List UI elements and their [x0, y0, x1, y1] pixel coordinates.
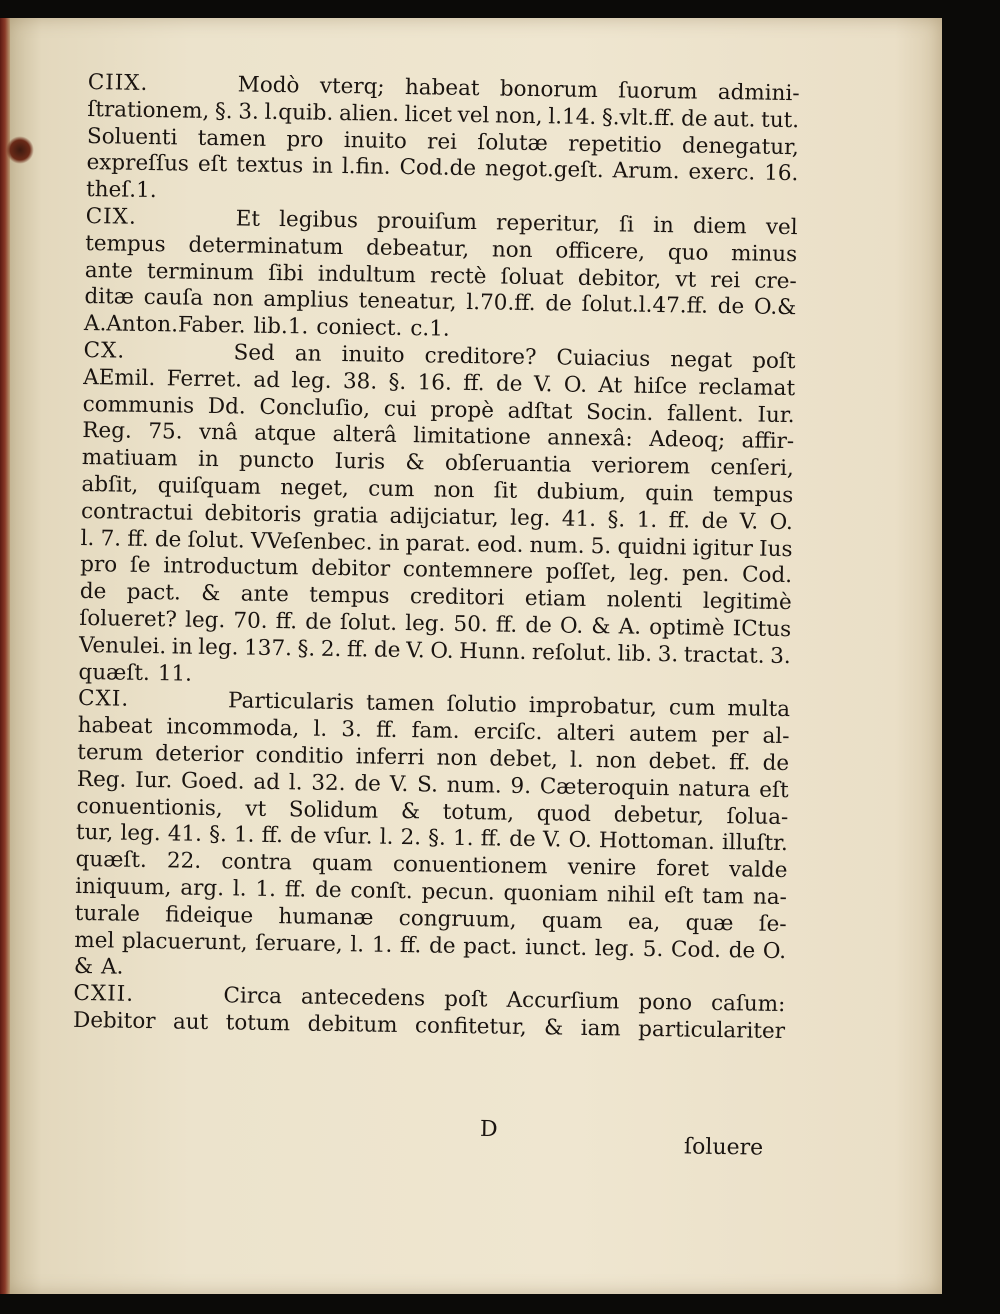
line-text: ante terminum ſibi indultum rectè ſoluat debitor, vt rei cre- [84, 257, 797, 294]
line-text: Reg. 75. vnâ atque alterâ limitatione annexâ: Adeoq; affir- [82, 418, 795, 455]
line-text: contractui debitoris gratia adijciatur, leg. 41. §. 1. ff. de V. O. [80, 498, 794, 535]
line-text: Circa antecedens poſt Accurſium pono caſum: [223, 983, 786, 1018]
paragraph-number: CX. [83, 337, 126, 364]
paragraph-number: CXII. [73, 980, 135, 1007]
line-text: pro ſe introductum debitor contemnere poſſet, leg. pen. Cod. [80, 552, 793, 589]
paragraph [78, 338, 795, 698]
line-text: conuentionis, vt Solidum & totum, quod debetur, ſolua- [76, 793, 789, 830]
line-text: & A. [73, 954, 124, 980]
paragraph [74, 686, 791, 992]
paragraph [86, 70, 800, 215]
line-text: ditæ cauſa non amplius teneatur, l.70.ff. de ſolut.l.47.ff. de O.& [84, 284, 797, 321]
line-text: abſit, quiſquam neget, cum non ſit dubium, quin tempus [81, 471, 794, 509]
signature-mark: D [479, 1116, 498, 1143]
line-text: ſtrationem, §. 3. l.quib. alien. licet vel non, l.14. §.vlt.ff. de aut. tut. [87, 96, 800, 133]
line-text: matiuam in puncto Iuris & obſeruantia veriorem cenſeri, [81, 445, 794, 482]
page-text [73, 70, 800, 1046]
line-text: tur, leg. 41. §. 1. ff. de vſur. l. 2. §. 1. ff. de V. O. Hottoman. illuſtr. [75, 820, 789, 857]
paragraph-number: CIX. [85, 203, 137, 230]
line-text: theſ.1. [85, 177, 157, 204]
line-text: Venulei. in leg. 137. §. 2. ff. de V. O. Hunn. reſolut. lib. 3. tractat. 3. [78, 632, 791, 669]
line-text: Soluenti tamen pro inuito rei ſolutæ repetitio denegatur, [86, 123, 800, 160]
line-text: tempus determinatum debeatur, non officere, quo minus [85, 230, 798, 267]
line-text: A.Anton.Faber. lib.1. coniect. c.1. [83, 311, 450, 342]
line-text: communis Dd. Concluſio, cui propè adſtat Socin. fallent. Iur. [82, 391, 795, 428]
line-text: habeat incommoda, l. 3. ff. fam. erciſc. alteri autem per al- [77, 713, 790, 750]
line-text: Sed an inuito creditore? Cuiacius negat poſt [233, 340, 796, 375]
line-text: Reg. Iur. Goed. ad l. 32. de V. S. num. 9. Cæteroquin natura eſt [76, 766, 789, 803]
paragraph-number: CXI. [77, 686, 130, 713]
ink-smudge [6, 136, 34, 164]
paragraph [84, 204, 798, 349]
paragraph [73, 981, 786, 1046]
line-text: Debitor aut totum debitum confitetur, & iam particulariter [72, 1007, 786, 1044]
line-text: quæſt. 11. [78, 659, 193, 687]
line-text: Et legibus prouiſum reperitur, ſi in diem vel [235, 206, 798, 241]
line-text: AEmil. Ferret. ad leg. 38. §. 16. ff. de V. O. At hiſce reclamat [82, 364, 796, 401]
line-text: Particularis tamen ſolutio improbatur, cum multa [227, 688, 791, 723]
line-text: expreſſus eſt textus in l.fin. Cod.de negot.geſt. Arum. exerc. 16. [86, 150, 799, 187]
paragraph-number: CIIX. [87, 70, 149, 96]
line-text: ſolueret? leg. 70. ff. de ſolut. leg. 50. ff. de O. & A. optimè ICtus [79, 605, 792, 643]
catchword: ſoluere [683, 1134, 764, 1161]
line-text: quæſt. 22. contra quam conuentionem venire foret valde [75, 847, 788, 884]
line-text: mel placuerunt, ſeruare, l. 1. ff. de pact. iunct. leg. 5. Cod. de O. [74, 927, 787, 964]
line-text: Modò vterq; habeat bonorum ſuorum admini- [237, 72, 800, 107]
line-text: terum deterior conditio inferri non debet, l. non debet. ff. de [77, 739, 790, 777]
line-text: iniquum, arg. l. 1. ff. de conſt. pecun. quoniam nihil eſt tam na- [74, 873, 788, 910]
line-text: de pact. & ante tempus creditori etiam nolenti legitimè [79, 579, 792, 616]
line-text: l. 7. ff. de ſolut. VVeſenbec. in parat. eod. num. 5. quidni igitur Ius [80, 525, 793, 562]
line-text: turale fideique humanæ congruum, quam ea, quæ ſe- [74, 900, 787, 937]
